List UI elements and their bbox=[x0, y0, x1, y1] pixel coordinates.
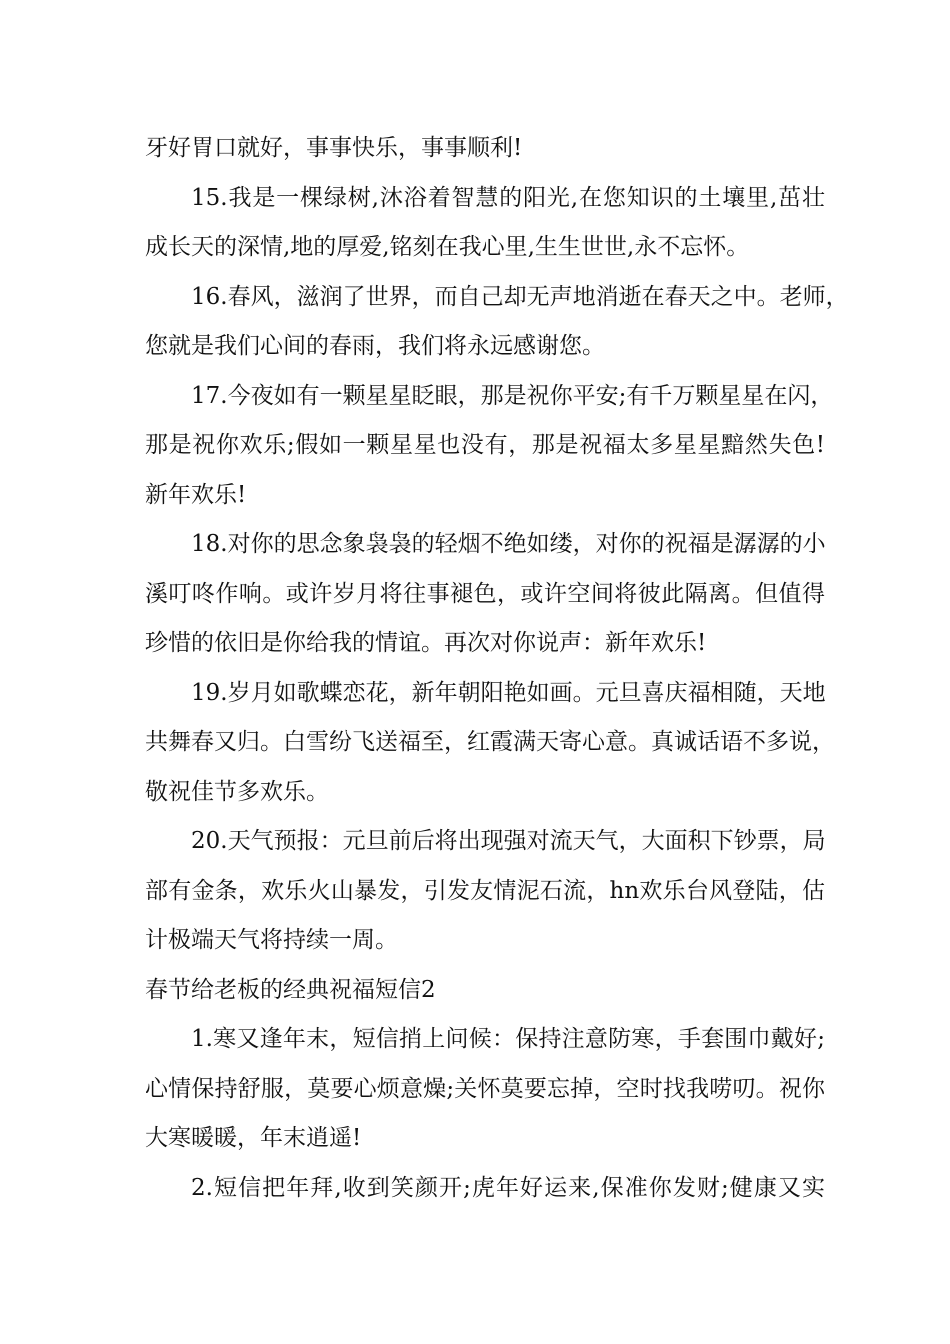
document-page bbox=[145, 124, 849, 1213]
text-line: 计极端天气将持续一周。 bbox=[145, 927, 398, 953]
text-line: 16.春风，滋润了世界，而自己却无声地消逝在春天之中。老师， bbox=[191, 283, 849, 310]
text-line: 新年欢乐! bbox=[145, 481, 247, 508]
text-line: 部有金条，欢乐火山暴发，引发友情泥石流，hn欢乐台风登陆，估 bbox=[145, 877, 825, 904]
text-line: 珍惜的依旧是你给我的情谊。再次对你说声：新年欢乐! bbox=[145, 630, 707, 656]
text-line: 共舞春又归。白雪纷飞送福至，红霞满天寄心意。真诚话语不多说， bbox=[145, 729, 835, 755]
text-line: 20.天气预报：元旦前后将出现强对流天气，大面积下钞票，局 bbox=[191, 828, 826, 854]
text-line: 大寒暖暖，年末逍遥! bbox=[145, 1125, 362, 1151]
text-line: 2.短信把年拜,收到笑颜开;虎年好运来,保准你发财;健康又实 bbox=[191, 1174, 825, 1201]
section-heading: 春节给老板的经典祝福短信2 bbox=[145, 976, 436, 1003]
text-line: 那是祝你欢乐;假如一颗星星也没有，那是祝福太多星星黯然失色! bbox=[145, 432, 825, 458]
text-line: 溪叮咚作响。或许岁月将往事褪色，或许空间将彼此隔离。但值得 bbox=[145, 580, 825, 607]
text-line: 您就是我们心间的春雨，我们将永远感谢您。 bbox=[145, 333, 605, 359]
text-line: 17.今夜如有一颗星星眨眼，那是祝你平安;有千万颗星星在闪， bbox=[191, 382, 834, 409]
text-line: 敬祝佳节多欢乐。 bbox=[145, 778, 329, 805]
text-line: 18.对你的思念象袅袅的轻烟不绝如缕，对你的祝福是潺潺的小 bbox=[191, 531, 826, 557]
text-line: 1.寒又逢年末，短信捎上问候：保持注意防寒，手套围巾戴好; bbox=[191, 1026, 825, 1052]
text-line: 心情保持舒服，莫要心烦意燥;关怀莫要忘掉，空时找我唠叨。祝你 bbox=[145, 1075, 825, 1102]
text-line: 成长天的深情,地的厚爱,铭刻在我心里,生生世世,永不忘怀。 bbox=[145, 234, 750, 260]
text-line: 19.岁月如歌蝶恋花，新年朝阳艳如画。元旦喜庆福相随，天地 bbox=[191, 679, 826, 706]
text-line: 15.我是一棵绿树,沐浴着智慧的阳光,在您知识的土壤里,茁壮 bbox=[191, 184, 825, 211]
text-line: 牙好胃口就好，事事快乐，事事顺利! bbox=[145, 135, 523, 161]
